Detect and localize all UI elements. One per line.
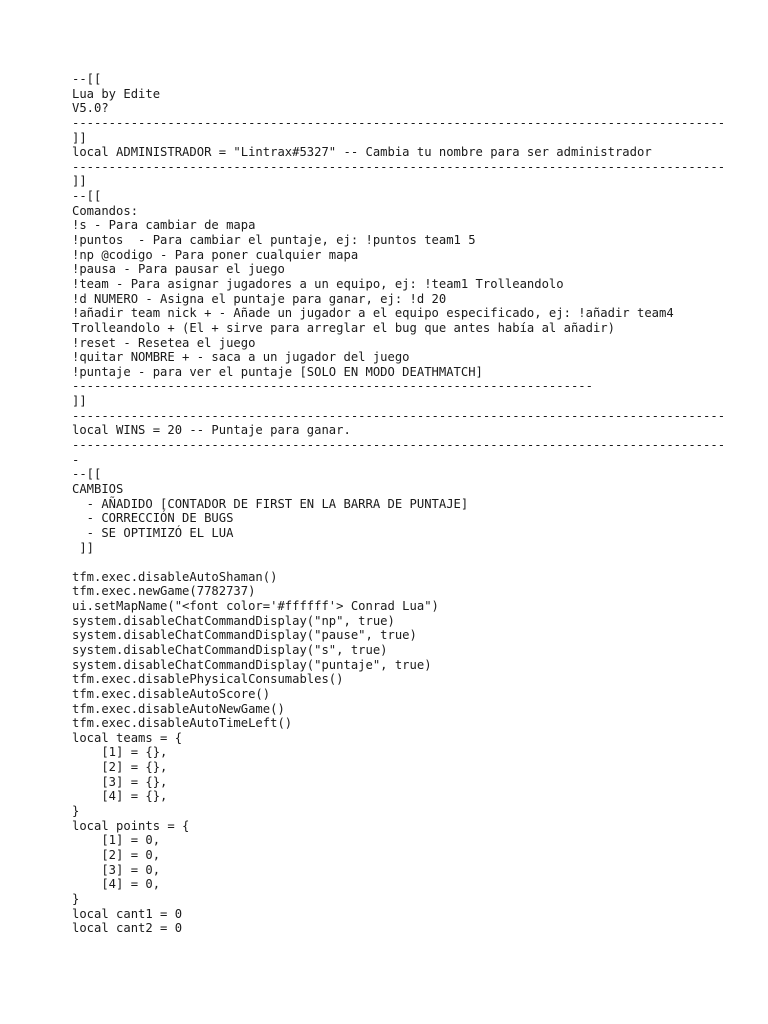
code-line: tfm.exec.disableAutoShaman() xyxy=(72,569,278,584)
code-line: system.disableChatCommandDisplay("np", true) xyxy=(72,613,395,628)
code-line xyxy=(72,555,762,570)
code-line: tfm.exec.newGame(7782737) xyxy=(72,584,256,599)
code-line: [3] = 0, xyxy=(72,862,161,877)
code-line: ----------------------------------------------------------------------------------------- xyxy=(72,115,726,130)
code-line: tfm.exec.disableAutoScore() xyxy=(72,686,271,701)
code-line: !team - Para asignar jugadores a un equipo, ej: !team1 Trolleandolo xyxy=(72,276,564,291)
code-line: !np @codigo - Para poner cualquier mapa xyxy=(72,247,359,262)
code-line: - CORRECCIÓN DE BUGS xyxy=(72,511,234,526)
code-line: local points = { xyxy=(72,818,190,833)
code-line: } xyxy=(72,804,80,819)
code-line: !d NUMERO - Asigna el puntaje para ganar, ej: !d 20 xyxy=(72,291,447,306)
code-line: local teams = { xyxy=(72,730,183,745)
code-line: tfm.exec.disablePhysicalConsumables() xyxy=(72,672,344,687)
code-line: } xyxy=(72,891,80,906)
code-line: tfm.exec.disableAutoNewGame() xyxy=(72,701,285,716)
code-line: [2] = {}, xyxy=(72,760,168,775)
code-line: [4] = 0, xyxy=(72,877,161,892)
code-line: ]] xyxy=(72,174,87,189)
code-line: !añadir team nick + - Añade un jugador a el equipo especificado, ej: !añadir team4 xyxy=(72,306,674,321)
code-line: !reset - Resetea el juego xyxy=(72,335,256,350)
code-line: --[[ xyxy=(72,72,102,86)
code-line: --[[ xyxy=(72,467,102,482)
code-line: CAMBIOS xyxy=(72,481,124,496)
code-line: local cant2 = 0 xyxy=(72,921,183,936)
code-line: system.disableChatCommandDisplay("puntaje", true) xyxy=(72,657,432,672)
code-line: local cant1 = 0 xyxy=(72,906,183,921)
code-line: ]] xyxy=(72,394,87,409)
code-line: V5.0? xyxy=(72,101,109,116)
code-line: - AÑADIDO [CONTADOR DE FIRST EN LA BARRA DE PUNTAJE] xyxy=(72,496,469,511)
code-line: Trolleandolo + (El + sirve para arreglar el bug que antes había al añadir) xyxy=(72,320,615,335)
code-line: !puntos - Para cambiar el puntaje, ej: !puntos team1 5 xyxy=(72,233,476,248)
code-line: tfm.exec.disableAutoTimeLeft() xyxy=(72,716,293,731)
code-line: !quitar NOMBRE + - saca a un jugador del juego xyxy=(72,350,410,365)
code-line: ----------------------------------------------------------------------------------------- xyxy=(72,408,726,423)
code-line: local ADMINISTRADOR = "Lintrax#5327" -- Cambia tu nombre para ser administrador xyxy=(72,145,652,160)
code-line: system.disableChatCommandDisplay("s", true) xyxy=(72,642,388,657)
code-line: --[[ xyxy=(72,189,102,204)
code-line: system.disableChatCommandDisplay("pause", true) xyxy=(72,628,417,643)
code-line: [1] = {}, xyxy=(72,745,168,760)
code-document xyxy=(72,72,762,936)
code-line: ]] xyxy=(72,130,87,145)
code-line: !puntaje - para ver el puntaje [SOLO EN MODO DEATHMATCH] xyxy=(72,364,483,379)
code-line: ----------------------------------------------------------------------------------------- xyxy=(72,159,726,174)
code-line: !pausa - Para pausar el juego xyxy=(72,262,285,277)
code-line: ]] xyxy=(72,540,95,555)
code-line: [3] = {}, xyxy=(72,774,168,789)
code-line: ----------------------------------------------------------------------------------------- xyxy=(72,438,726,453)
code-line: local WINS = 20 -- Puntaje para ganar. xyxy=(72,423,351,438)
code-line: !s - Para cambiar de mapa xyxy=(72,218,256,233)
code-line: ----------------------------------------------------------------------- xyxy=(72,379,593,394)
code-line: [2] = 0, xyxy=(72,847,161,862)
code-line: Comandos: xyxy=(72,203,139,218)
code-line: ui.setMapName("<font color='#ffffff'> Conrad Lua") xyxy=(72,599,439,614)
code-line: [1] = 0, xyxy=(72,833,161,848)
code-line: Lua by Edite xyxy=(72,86,161,101)
code-line: - SE OPTIMIZÓ EL LUA xyxy=(72,525,234,540)
code-line: - xyxy=(72,452,80,467)
code-line: [4] = {}, xyxy=(72,789,168,804)
